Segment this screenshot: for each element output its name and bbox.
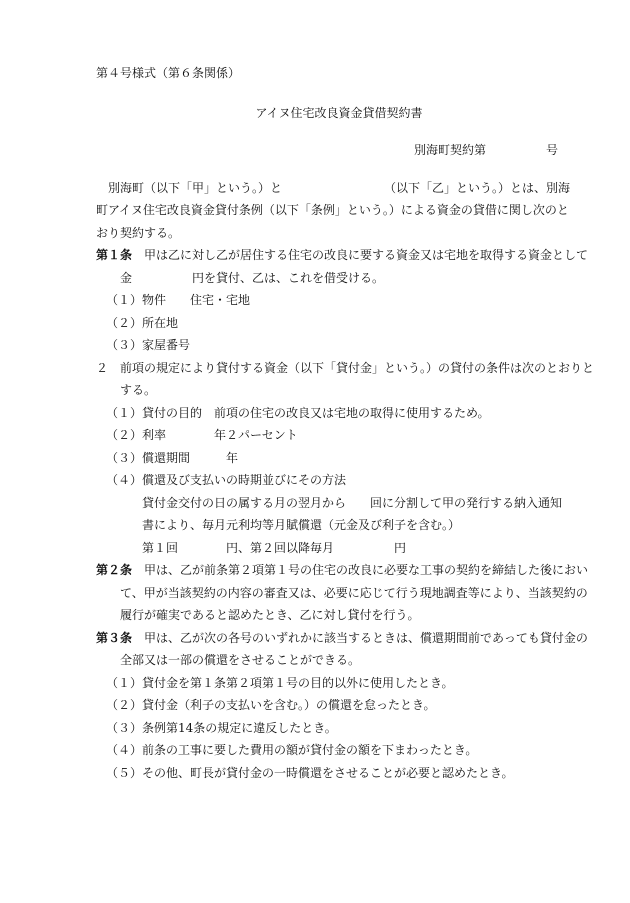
- item-number: （３）: [106, 720, 143, 735]
- item-text: 償還及び支払いの時期並びにその方法: [142, 473, 347, 487]
- item-number: （２）: [106, 315, 143, 330]
- repayment-amounts: 第１回 円、第２回以降毎月 円: [142, 540, 407, 555]
- paragraph-2: [96, 357, 596, 402]
- article-3: [96, 627, 596, 672]
- paragraph-2-item-4: [96, 469, 568, 492]
- item-text: 条例第14条の規定に違反したとき。: [142, 720, 337, 735]
- item-number: （４）: [106, 473, 143, 487]
- item-text: 物件 住宅・宅地: [142, 293, 251, 307]
- item-number: （５）: [106, 765, 143, 780]
- paragraph-2-item-3: [96, 447, 568, 470]
- article-2-label: 第２条: [96, 563, 133, 577]
- paragraph-2-label: ２: [96, 360, 109, 375]
- article-3-item-1: [96, 672, 568, 695]
- item-text: 家屋番号: [142, 338, 191, 352]
- article-1-label: 第１条: [96, 248, 133, 262]
- intro-paragraph: 別海町（以下「甲」という。）と （以下「乙」という。）とは、別海町アイヌ住宅改良資金貸付条例（以下「条例」という。）による資金の貸借に関し次のとおり契約する。: [96, 180, 571, 240]
- article-3-item-3: [96, 717, 568, 740]
- item-text: その他、町長が貸付金の一時償還をさせることが必要と認めたとき。: [142, 765, 514, 780]
- item-number: （２）: [106, 698, 143, 712]
- paragraph-2-text: 前項の規定により貸付する資金（以下「貸付金」という。）の貸付の条件は次のとおりとする。: [108, 360, 595, 397]
- article-1: [96, 244, 596, 289]
- article-3-item-5: [96, 762, 568, 785]
- article-1-item-3: [96, 334, 568, 357]
- repayment-method: 貸付金交付の日の属する月の翌月から 回に分割して甲の発行する納入通知書により、毎月元利均等月賦償還（元金及び利子を含む。）: [142, 495, 563, 532]
- article-1-item-1: [96, 289, 568, 312]
- article-2-text: 甲は、乙が前条第２項第１号の住宅の改良に必要な工事の契約を締結した後において、甲が当該契約の内容の審査又は、必要に応じて行う現地調査等により、当該契約の履行が確実であると認めたとき、乙に対し貸付を行う。: [120, 563, 589, 622]
- paragraph-2-item-1: [96, 402, 568, 425]
- item-text: 所在地: [142, 315, 179, 330]
- item-number: （１）: [106, 675, 143, 690]
- item-number: （２）: [106, 428, 143, 442]
- article-3-label: 第３条: [96, 630, 133, 645]
- item-number: （３）: [106, 338, 143, 352]
- article-3-text: 甲は、乙が次の各号のいずれかに該当するときは、償還期間前であっても貸付金の全部又は一部の償還をさせることができる。: [120, 630, 588, 667]
- contract-number: 別海町契約第 号: [414, 143, 559, 157]
- item-text: 償還期間 年: [142, 450, 239, 465]
- item-text: 貸付金を第１条第２項第１号の目的以外に使用したとき。: [142, 675, 454, 690]
- item-number: （１）: [106, 293, 143, 307]
- article-1-item-2: [96, 312, 568, 335]
- article-3-item-4: [96, 739, 568, 762]
- article-3-item-2: [96, 694, 568, 717]
- form-number: 第４号様式（第６条関係）: [96, 66, 241, 80]
- paragraph-2-item-2: [96, 424, 568, 447]
- item-number: （３）: [106, 450, 143, 465]
- article-2: [96, 559, 596, 627]
- article-1-text: 甲は乙に対し乙が居住する住宅の改良に要する資金又は宅地を取得する資金として金 円を貸付、乙は、これを借受ける。: [120, 248, 589, 285]
- document-title: アイヌ住宅改良資金貸借契約書: [255, 105, 423, 120]
- item-text: 貸付の目的 前項の住宅の改良又は宅地の取得に使用するため。: [142, 405, 490, 420]
- item-number: （４）: [106, 743, 143, 757]
- item-text: 前条の工事に要した費用の額が貸付金の額を下まわったとき。: [142, 743, 478, 757]
- item-text: 利率 年２パーセント: [142, 428, 298, 442]
- item-text: 貸付金（利子の支払いを含む。）の償還を怠ったとき。: [142, 698, 436, 712]
- item-number: （１）: [106, 405, 143, 420]
